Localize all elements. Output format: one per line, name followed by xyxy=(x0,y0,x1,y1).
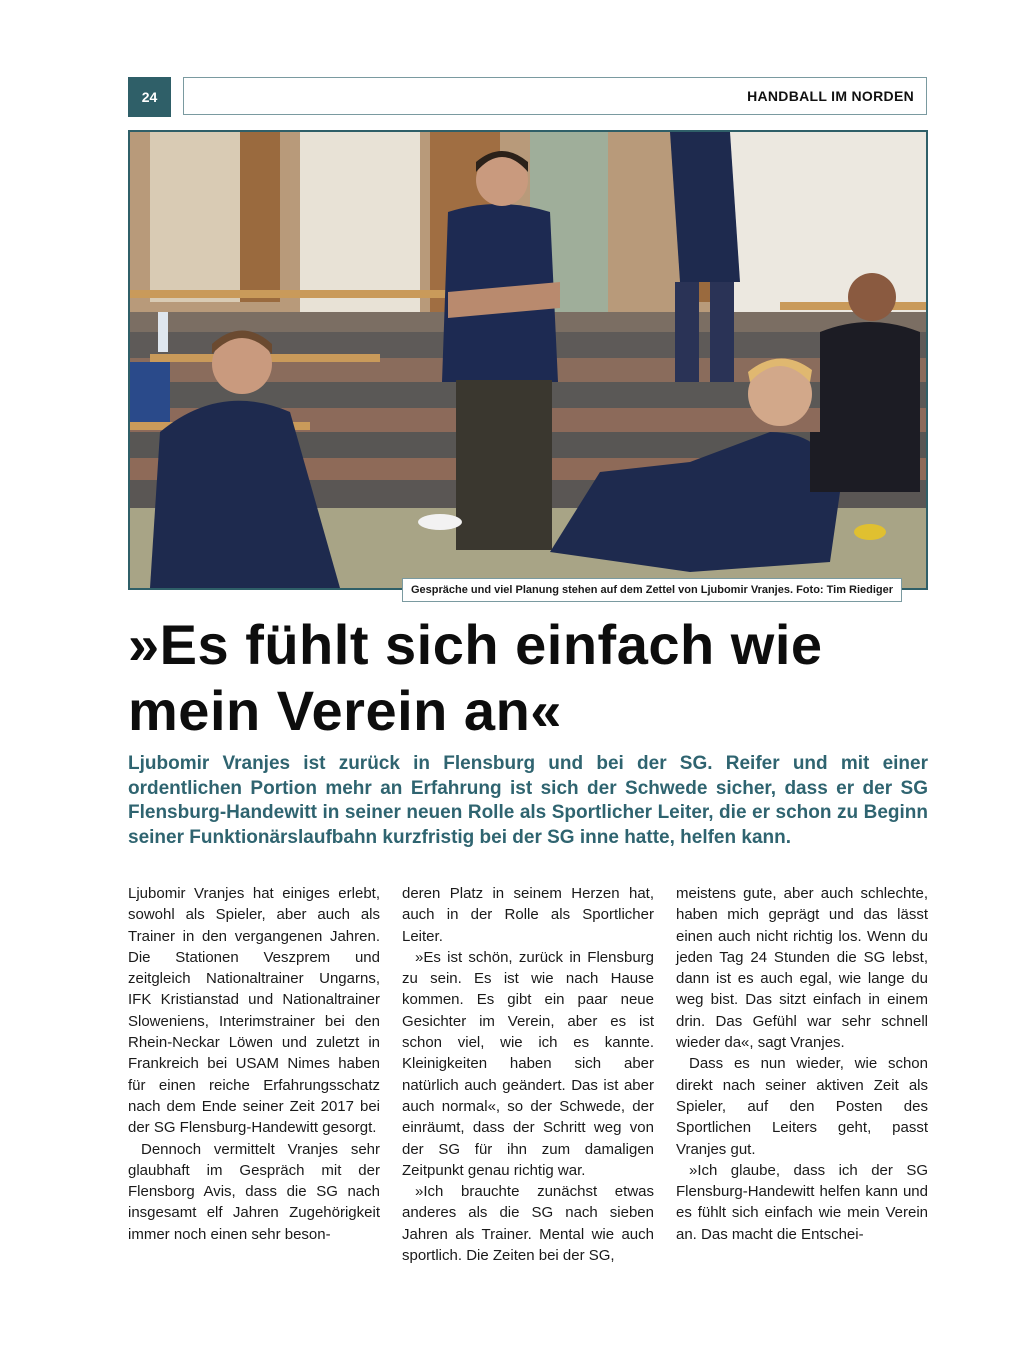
section-title: HANDBALL IM NORDEN xyxy=(183,77,927,115)
article-lead: Ljubomir Vranjes ist zurück in Flensburg und bei der SG. Reifer und mit einer ordentlichen Portion mehr an Erfahrung ist sich der Schwede sicher, dass er der SG Flensburg-Handewitt in seiner neuen Rolle als Sportlicher Leiter, die er schon zu Beginn seiner Funktionärslaufbahn kurzfristig bei der SG inne hatte, helfen kann. xyxy=(128,753,928,848)
paragraph: Ljubomir Vranjes hat einiges erlebt, sowohl als Spieler, aber auch als Trainer in den vergangenen Jahren. Die Stationen Veszprem und zeitgleich Nationaltrainer Ungarns, IFK Kristianstad und Nationaltrainer Sloweniens, Interimstrainer bei den Rhein-Neckar Löwen und zuletzt in Frankreich bei USAM Nimes haben für einen reiche Erfahrungsschatz nach dem Ende seiner Zeit 2017 bei der SG Flensburg-Handewitt gesorgt. xyxy=(128,885,380,1137)
paragraph: »Ich brauchte zunächst etwas anderes als die SG nach sieben Jahren als Trainer. Mental wie auch sportlich. Die Zeiten bei der SG, xyxy=(402,1183,654,1265)
body-column-3 xyxy=(676,883,928,1245)
paragraph: »Ich glaube, dass ich der SG Flensburg-Handewitt helfen kann und es fühlt sich einfach wie mein Verein an. Das macht die Entschei- xyxy=(676,1161,928,1243)
article-headline xyxy=(128,612,928,744)
article-photo xyxy=(128,130,928,590)
body-column-2 xyxy=(402,883,654,1266)
headline-line-1: »Es fühlt sich einfach wie xyxy=(128,613,823,676)
paragraph: »Es ist schön, zurück in Flensburg zu sein. Es ist wie nach Hause kommen. Es gibt ein paar neue Gesichter im Verein, aber es ist schon viel, wie ich es kannte. Kleinigkeiten haben sich aber natürlich auch geändert. Das ist aber auch normal«, so der Schwede, der einräumt, dass der Schritt weg von der SG für ihn zum damaligen Zeitpunkt genau richtig war. xyxy=(402,948,654,1179)
paragraph: deren Platz in seinem Herzen hat, auch in der Rolle als Sportlicher Leiter. xyxy=(402,885,654,945)
paragraph: meistens gute, aber auch schlechte, haben mich geprägt und das lässt einen auch nicht richtig los. Wenn du jeden Tag 24 Stunden die SG lebst, dann ist es auch egal, wie lange du weg bist. Das sitzt einfach in einem drin. Das Gefühl war sehr schnell wieder da«, sagt Vranjes. xyxy=(676,885,928,1052)
headline-line-2: mein Verein an« xyxy=(128,679,562,742)
page-number: 24 xyxy=(128,77,171,117)
body-column-1 xyxy=(128,883,380,1245)
paragraph: Dass es nun wieder, wie schon direkt nach seiner aktiven Zeit als Spieler, auf den Posten des Sportlichen Leiters geht, passt Vranjes gut. xyxy=(676,1055,928,1158)
paragraph: Dennoch vermittelt Vranjes sehr glaubhaft im Gespräch mit der Flensborg Avis, dass die SG nach insgesamt elf Jahren Zugehörigkeit immer noch einen sehr beson- xyxy=(128,1140,380,1243)
photo-caption: Gespräche und viel Planung stehen auf dem Zettel von Ljubomir Vranjes. Foto: Tim Riediger xyxy=(402,578,902,602)
